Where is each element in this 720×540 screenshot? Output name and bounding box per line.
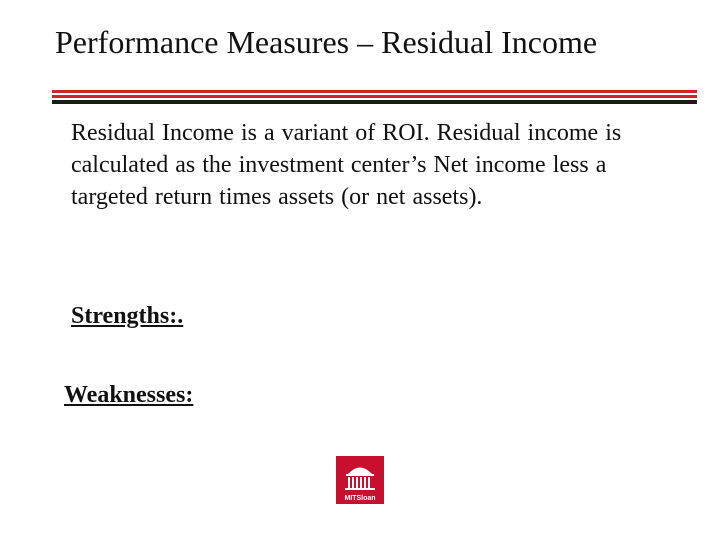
logo-column	[356, 477, 358, 488]
divider-line-top	[52, 90, 697, 93]
title-divider	[52, 90, 697, 106]
logo-graphic	[336, 456, 384, 504]
divider-line-middle	[52, 95, 697, 98]
logo-wordmark: MITSloan	[344, 495, 376, 502]
logo-column	[360, 477, 362, 488]
body-paragraph: Residual Income is a variant of ROI. Residual income is calculated as the investment center’s Net income less a targeted return times assets (or net assets).	[71, 120, 622, 210]
divider-line-bottom	[52, 100, 697, 104]
logo-column	[364, 477, 366, 488]
logo-base	[345, 488, 375, 490]
logo-column	[352, 477, 354, 488]
logo-column	[368, 477, 370, 488]
logo-column	[348, 477, 350, 488]
logo-entablature	[346, 474, 374, 476]
mit-sloan-logo-icon	[336, 456, 384, 504]
weaknesses-heading: Weaknesses:	[64, 382, 194, 408]
strengths-heading: Strengths:.	[71, 303, 184, 329]
slide-title: Performance Measures – Residual Income	[55, 24, 598, 60]
